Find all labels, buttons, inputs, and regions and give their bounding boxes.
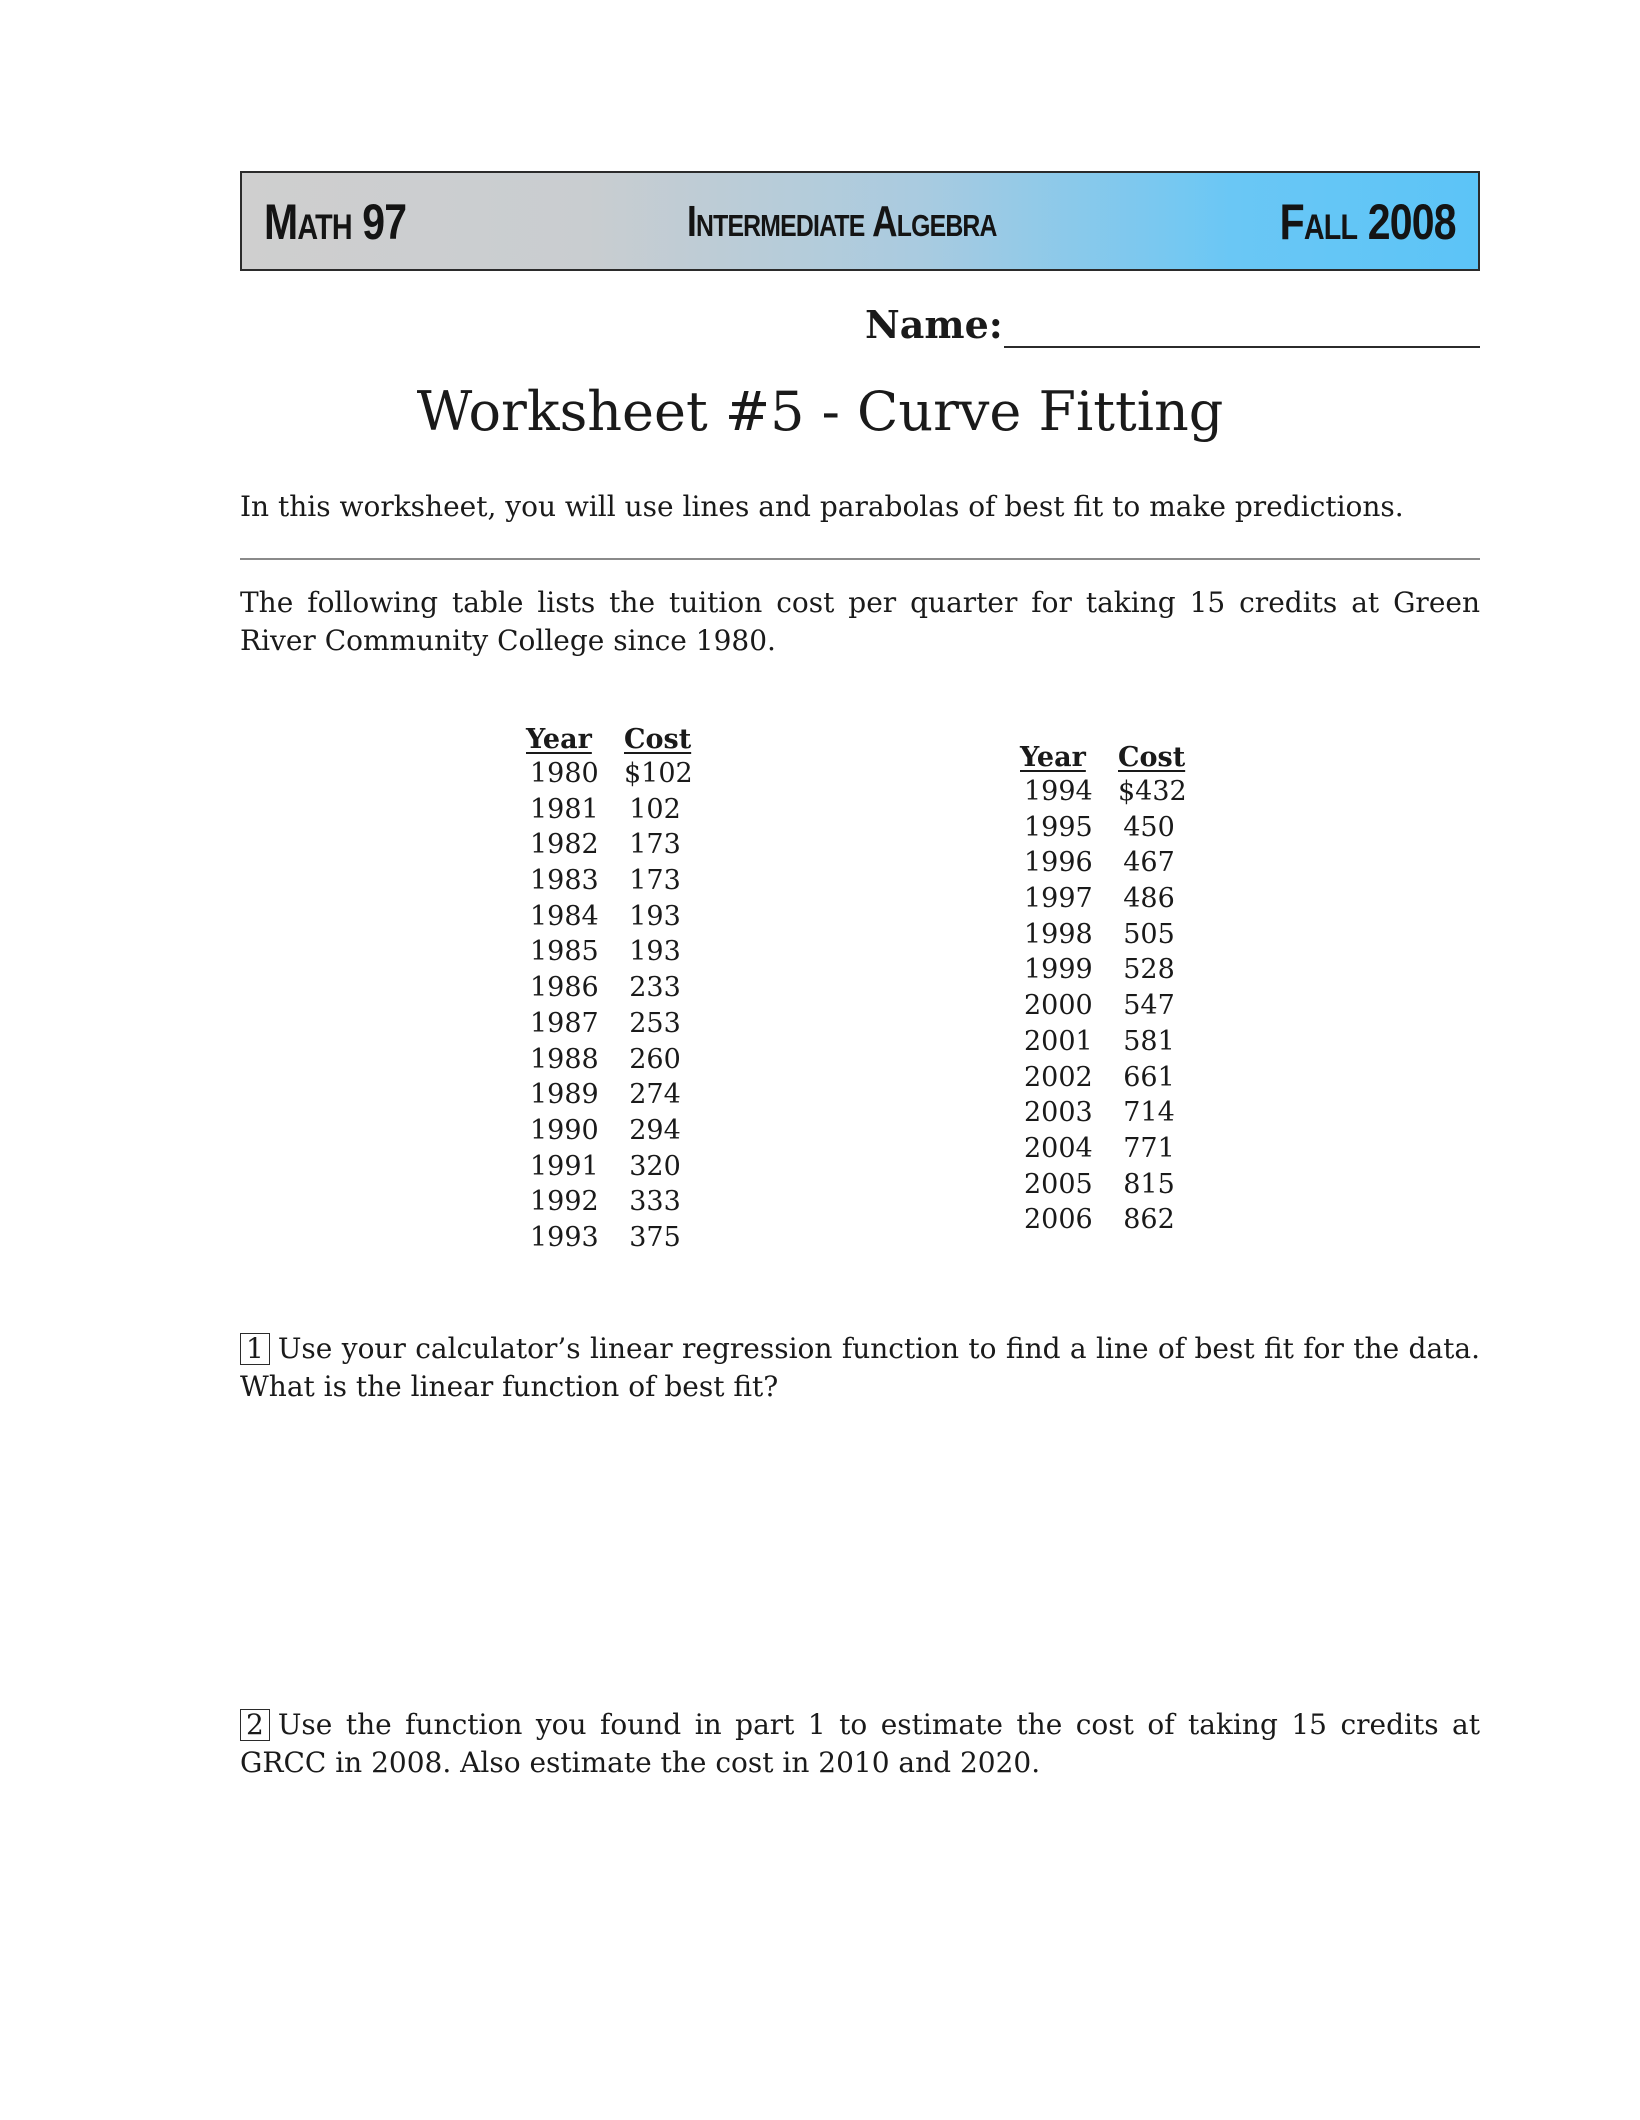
cost-cell: 320 — [629, 1150, 681, 1182]
cost-cell: 333 — [629, 1186, 681, 1218]
cost-cell: 294 — [629, 1114, 681, 1146]
year-cell: 1992 — [530, 1186, 599, 1218]
question-1 — [240, 1330, 1480, 1406]
intro-text: In this worksheet, you will use lines and parabolas of best fit to make predictions. — [240, 490, 1404, 523]
year-cell: 1998 — [1024, 918, 1093, 950]
cost-cell: 528 — [1123, 954, 1175, 986]
cost-cell: $432 — [1118, 776, 1187, 807]
cost-cell: 253 — [629, 1007, 681, 1039]
cost-cell: 467 — [1123, 847, 1175, 879]
column-header-cost: Cost — [1118, 742, 1186, 773]
year-cell: 1980 — [530, 758, 599, 789]
year-cell: 1999 — [1024, 954, 1093, 986]
year-cell: 1981 — [530, 793, 599, 825]
cost-cell: 233 — [629, 972, 681, 1004]
cost-cell: 505 — [1123, 918, 1175, 950]
course-code: Math 97 — [264, 194, 407, 250]
cost-cell: 102 — [629, 793, 681, 825]
worksheet-title: Worksheet #5 - Curve Fitting — [416, 380, 1224, 443]
year-cell: 1991 — [530, 1150, 599, 1182]
year-cell: 2005 — [1024, 1168, 1093, 1200]
cost-cell: 815 — [1123, 1168, 1175, 1200]
question-number-box: 2 — [240, 1709, 270, 1741]
term-label: Fall 2008 — [1279, 194, 1456, 250]
year-cell: 1996 — [1024, 847, 1093, 879]
question-text: Use your calculator’s linear regression function to find a line of best fit for the data. What is the linear function of best fit? — [240, 1332, 1480, 1403]
cost-cell: 714 — [1123, 1097, 1175, 1129]
column-header-year: Year — [1020, 742, 1086, 773]
year-cell: 2006 — [1024, 1204, 1093, 1236]
year-cell: 1986 — [530, 972, 599, 1004]
cost-cell: 581 — [1123, 1025, 1175, 1057]
year-cell: 1982 — [530, 829, 599, 861]
cost-cell: $102 — [624, 758, 693, 789]
year-cell: 2004 — [1024, 1132, 1093, 1164]
cost-cell: 375 — [629, 1221, 681, 1253]
year-cell: 1989 — [530, 1079, 599, 1111]
year-cell: 2001 — [1024, 1025, 1093, 1057]
column-header-cost: Cost — [624, 724, 692, 755]
cost-cell: 173 — [629, 865, 681, 897]
year-cell: 1993 — [530, 1221, 599, 1253]
section-divider — [240, 558, 1480, 560]
cost-cell: 173 — [629, 829, 681, 861]
cost-cell: 260 — [629, 1043, 681, 1075]
cost-cell: 862 — [1123, 1204, 1175, 1236]
cost-cell: 771 — [1123, 1132, 1175, 1164]
cost-cell: 661 — [1123, 1061, 1175, 1093]
course-header-banner — [240, 171, 1480, 271]
year-cell: 1994 — [1024, 776, 1093, 807]
question-text: Use the function you found in part 1 to estimate the cost of taking 15 credits at GRCC in 2008. Also estimate the cost in 2010 and 2020. — [240, 1708, 1480, 1779]
name-blank-line — [1004, 346, 1480, 348]
year-cell: 2003 — [1024, 1097, 1093, 1129]
cost-cell: 274 — [629, 1079, 681, 1111]
year-cell: 1988 — [530, 1043, 599, 1075]
cost-cell: 193 — [629, 900, 681, 932]
cost-cell: 486 — [1123, 883, 1175, 915]
year-cell: 1990 — [530, 1114, 599, 1146]
question-number-box: 1 — [240, 1333, 270, 1365]
cost-cell: 450 — [1123, 811, 1175, 843]
table-description: The following table lists the tuition cost per quarter for taking 15 credits at Green River Community College since 1980. — [240, 586, 1480, 657]
year-cell: 1987 — [530, 1007, 599, 1039]
cost-cell: 547 — [1123, 990, 1175, 1022]
column-header-year: Year — [526, 724, 592, 755]
year-cell: 1983 — [530, 865, 599, 897]
course-title: Intermediate Algebra — [687, 197, 997, 246]
year-cell: 1995 — [1024, 811, 1093, 843]
year-cell: 2000 — [1024, 990, 1093, 1022]
cost-cell: 193 — [629, 936, 681, 968]
name-label: Name: — [865, 302, 1003, 347]
year-cell: 1984 — [530, 900, 599, 932]
year-cell: 2002 — [1024, 1061, 1093, 1093]
year-cell: 1985 — [530, 936, 599, 968]
question-2 — [240, 1706, 1480, 1782]
year-cell: 1997 — [1024, 883, 1093, 915]
